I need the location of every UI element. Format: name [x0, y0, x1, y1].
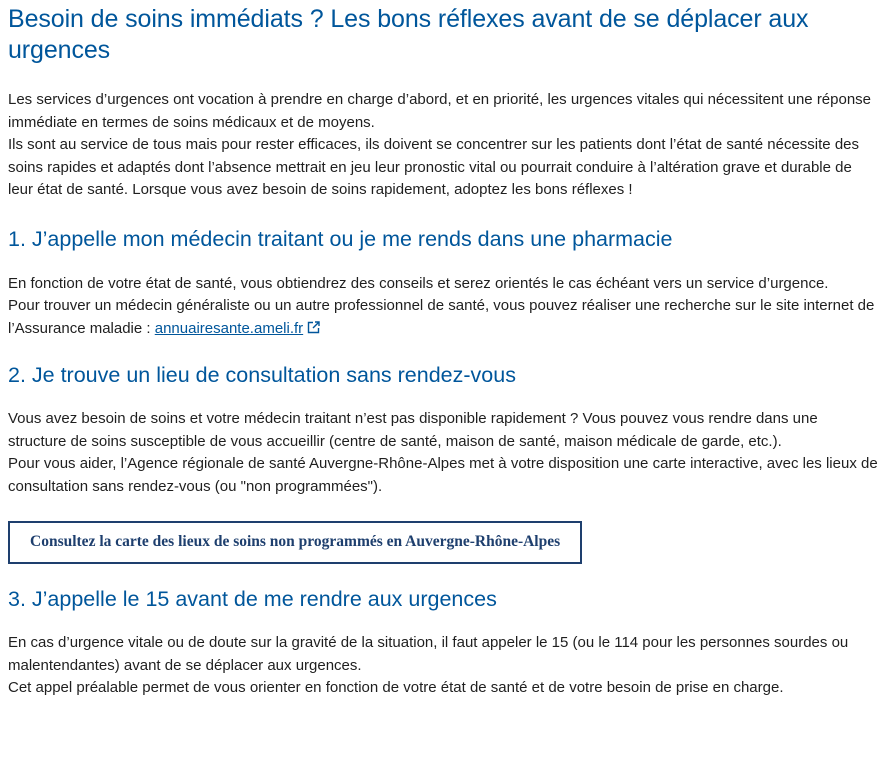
- section-2-body: [8, 408, 878, 498]
- map-button[interactable]: Consultez la carte des lieux de soins non programmés en Auvergne-Rhône-Alpes: [8, 521, 582, 564]
- section-1-body: [8, 273, 878, 341]
- intro-section: [8, 89, 878, 202]
- section-2-paragraph-1: Vous avez besoin de soins et votre médecin traitant n’est pas disponible rapidement ? Vous pouvez vous rendre dans une structure de soins susceptible de vous accueillir (centre de santé, maison de santé, maison médicale de garde, etc.).: [8, 410, 818, 450]
- section-1-heading: 1. J’appelle mon médecin traitant ou je me rends dans une pharmacie: [8, 226, 673, 251]
- article: [0, 4, 886, 700]
- intro-paragraph-2: Ils sont au service de tous mais pour rester efficaces, ils doivent se concentrer sur les patients dont l’état de santé nécessite des soins rapides et adaptés dont l’absence mettrait en jeu leur pronostic vital ou pourrait conduire à l’altération grave et durable de leur état de santé. Lorsque vous avez besoin de soins rapidement, adoptez les bons réflexes !: [8, 136, 860, 198]
- section-2-paragraph-2: Pour vous aider, l’Agence régionale de santé Auvergne-Rhône-Alpes met à votre disposition une carte interactive, avec les lieux de consultation sans rendez-vous (ou "non programmées").: [8, 455, 878, 495]
- section-1-paragraph-1: En fonction de votre état de santé, vous obtiendrez des conseils et serez orientés le cas échéant vers un service d’urgence.: [8, 274, 829, 292]
- section-1-paragraph-2: [8, 295, 878, 340]
- section-3-body: [8, 632, 878, 700]
- intro-paragraph-1: Les services d’urgences ont vocation à prendre en charge d’abord, et en priorité, les urgences vitales qui nécessitent une réponse immédiate en termes de soins médicaux et de moyens.: [8, 91, 872, 131]
- ameli-link[interactable]: annuairesante.ameli.fr: [154, 319, 304, 337]
- section-3-heading: 3. J’appelle le 15 avant de me rendre aux urgences: [8, 587, 497, 611]
- section-2-heading: 2. Je trouve un lieu de consultation sans rendez-vous: [8, 363, 516, 387]
- section-3-paragraph-2: Cet appel préalable permet de vous orienter en fonction de votre état de santé et de votre besoin de prise en charge.: [8, 679, 784, 696]
- external-link-icon[interactable]: [307, 319, 320, 332]
- page-title: Besoin de soins immédiats ? Les bons réflexes avant de se déplacer aux urgences: [8, 5, 809, 64]
- section-1-paragraph-2-text: Pour trouver un médecin généraliste ou un autre professionnel de santé, vous pouvez réaliser une recherche sur le site internet de l’Assurance maladie :: [8, 297, 875, 337]
- section-3-paragraph-1: En cas d’urgence vitale ou de doute sur la gravité de la situation, il faut appeler le 15 (ou le 114 pour les personnes sourdes ou malentendantes) avant de se déplacer aux urgences.: [8, 634, 849, 674]
